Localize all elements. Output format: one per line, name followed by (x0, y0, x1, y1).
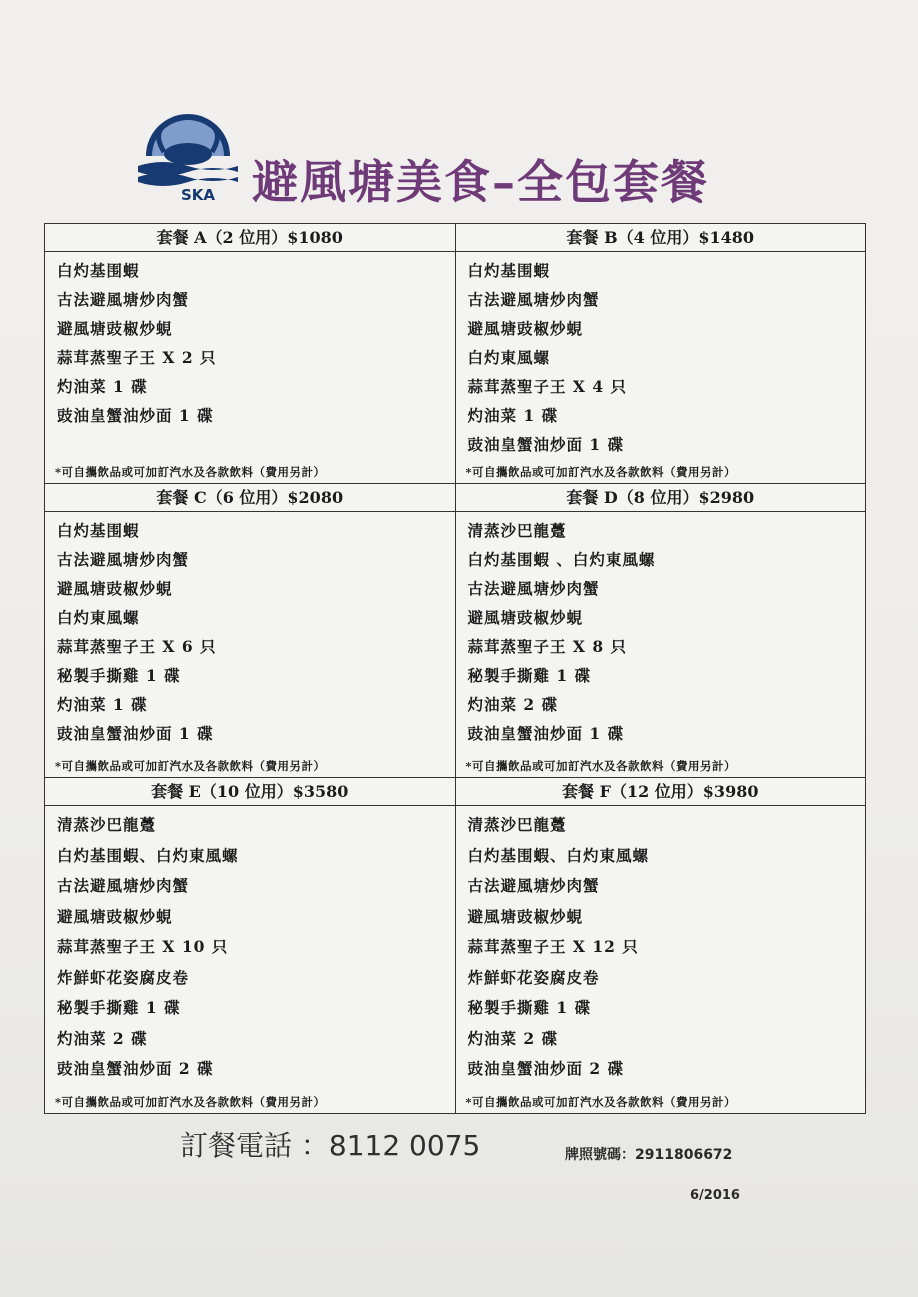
dish-item: 避風塘豉椒炒蜆 (467, 319, 584, 338)
dish-item: 白灼東風螺 (57, 608, 140, 627)
logo-text: SKA (180, 186, 216, 204)
dish-item: 白灼基围蝦、白灼東風螺 (467, 845, 650, 865)
package-heading: 套餐 C（6 位用）$2080 (45, 484, 455, 512)
dish-item: 蒜茸蒸聖子王 X 10 只 (57, 937, 229, 956)
dish-item: 白灼基围蝦 (57, 261, 140, 280)
dish-item: 古法避風塘炒肉蟹 (467, 876, 600, 895)
dish-item: 古法避風塘炒肉蟹 (57, 876, 190, 895)
drinks-note: *可自攜飲品或可加訂汽水及各款飲料（費用另計） (55, 1095, 326, 1109)
package-b (455, 224, 866, 483)
dish-item: 灼油菜 1 碟 (57, 695, 148, 714)
dish-item: 蒜茸蒸聖子王 X 2 只 (57, 348, 217, 367)
dish-item: 秘製手撕雞 1 碟 (57, 998, 181, 1017)
dish-list (45, 806, 455, 1092)
package-row (45, 224, 865, 483)
dish-item: 蒜茸蒸聖子王 X 12 只 (467, 937, 639, 956)
package-heading: 套餐 B（4 位用）$1480 (456, 224, 866, 252)
drinks-note: *可自攜飲品或可加訂汽水及各款飲料（費用另計） (55, 465, 326, 479)
dish-item: 灼油菜 1 碟 (467, 406, 559, 425)
order-phone: 訂餐電話 ：8112 0075 (180, 1129, 481, 1162)
dish-item: 灼油菜 2 碟 (467, 1028, 559, 1048)
dish-item: 古法避風塘炒肉蟹 (57, 290, 190, 309)
package-row (45, 483, 865, 777)
drinks-note: *可自攜飲品或可加訂汽水及各款飲料（費用另計） (55, 759, 326, 773)
dish-item: 灼油菜 2 碟 (467, 695, 559, 714)
dish-item: 豉油皇蟹油炒面 1 碟 (467, 724, 625, 743)
dish-item: 秘製手撕雞 1 碟 (57, 666, 181, 685)
dish-item: 白灼基围蝦、白灼東風螺 (57, 845, 239, 865)
package-e (45, 778, 455, 1113)
dish-item: 白灼基围蝦 (57, 521, 140, 540)
dish-list (456, 806, 866, 1092)
dish-item: 炸鮮虾花姿腐皮卷 (467, 967, 600, 987)
dish-item: 清蒸沙巴龍躉 (467, 815, 567, 834)
dish-item: 避風塘豉椒炒蜆 (57, 319, 173, 338)
drinks-note: *可自攜飲品或可加訂汽水及各款飲料（費用另計） (465, 759, 737, 773)
dish-list (456, 512, 866, 756)
dish-item: 避風塘豉椒炒蜆 (57, 579, 173, 598)
page-title: 避風塘美食–全包套餐 (252, 155, 709, 209)
dish-item: 炸鮮虾花姿腐皮卷 (57, 967, 190, 987)
dish-item: 豉油皇蟹油炒面 2 碟 (57, 1059, 214, 1078)
dish-item: 豉油皇蟹油炒面 2 碟 (467, 1059, 625, 1078)
dish-item: 秘製手撕雞 1 碟 (467, 998, 592, 1017)
dish-item: 古法避風塘炒肉蟹 (467, 290, 600, 309)
dish-item: 灼油菜 2 碟 (57, 1028, 148, 1048)
dish-list (45, 512, 455, 756)
dish-item: 清蒸沙巴龍躉 (467, 521, 567, 540)
package-c (45, 484, 455, 777)
package-f (455, 778, 866, 1113)
dish-item: 白灼東風螺 (467, 348, 551, 367)
drinks-note: *可自攜飲品或可加訂汽水及各款飲料（費用另計） (465, 1095, 737, 1109)
dish-list (45, 252, 455, 462)
dish-list (456, 252, 866, 462)
dish-item: 豉油皇蟹油炒面 1 碟 (57, 406, 214, 425)
dish-item: 清蒸沙巴龍躉 (57, 815, 157, 834)
package-a (45, 224, 455, 483)
package-d (455, 484, 866, 777)
print-date: 6/2016 (690, 1188, 740, 1203)
dish-item: 秘製手撕雞 1 碟 (467, 666, 592, 685)
dish-item: 蒜茸蒸聖子王 X 6 只 (57, 637, 217, 656)
drinks-note: *可自攜飲品或可加訂汽水及各款飲料（費用另計） (465, 465, 737, 479)
dish-item: 古法避風塘炒肉蟹 (57, 550, 190, 569)
dish-item: 豉油皇蟹油炒面 1 碟 (57, 724, 214, 743)
dish-item: 蒜茸蒸聖子王 X 4 只 (467, 377, 628, 396)
package-heading: 套餐 F（12 位用）$3980 (456, 778, 866, 806)
dish-item: 避風塘豉椒炒蜆 (467, 608, 584, 627)
package-heading: 套餐 D（8 位用）$2980 (456, 484, 866, 512)
dish-item: 避風塘豉椒炒蜆 (57, 906, 173, 926)
package-heading: 套餐 E（10 位用）$3580 (45, 778, 455, 806)
dish-item: 白灼基围蝦 、白灼東風螺 (467, 550, 656, 569)
dish-item: 豉油皇蟹油炒面 1 碟 (467, 435, 625, 454)
dish-item: 古法避風塘炒肉蟹 (467, 579, 600, 598)
package-table (44, 223, 866, 1114)
license-number: 牌照號碼：2911806672 (565, 1147, 733, 1163)
package-heading: 套餐 A（2 位用）$1080 (45, 224, 455, 252)
package-row (45, 777, 865, 1113)
dish-item: 白灼基围蝦 (467, 261, 551, 280)
dish-item: 蒜茸蒸聖子王 X 8 只 (467, 637, 628, 656)
dish-item: 灼油菜 1 碟 (57, 377, 148, 396)
dish-item: 避風塘豉椒炒蜆 (467, 906, 584, 926)
